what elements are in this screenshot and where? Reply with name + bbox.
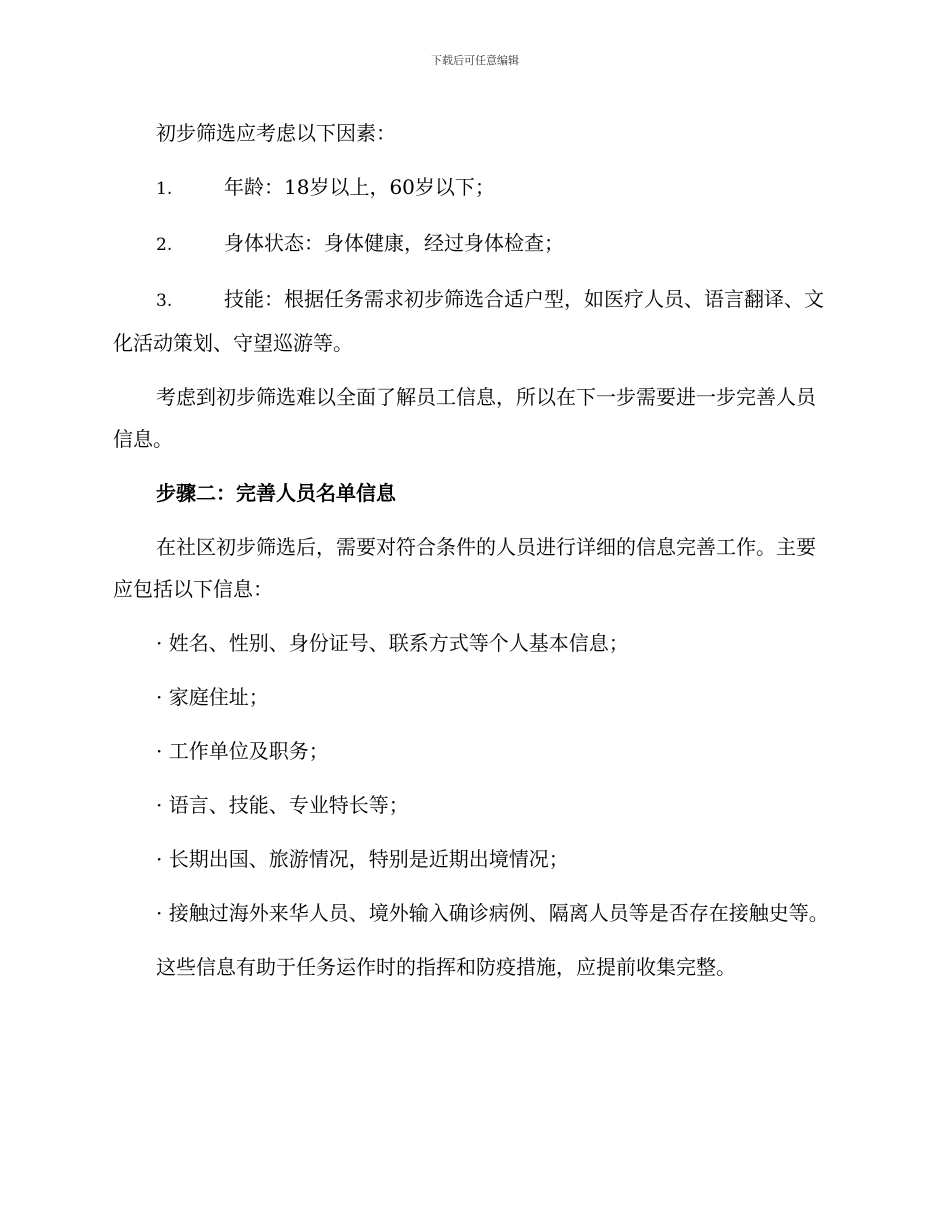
numbered-item-health bbox=[113, 222, 833, 266]
step2-heading: 步骤二：完善人员名单信息 bbox=[156, 481, 396, 505]
item-text: 技能：根据任务需求初步筛选合适户型，如医疗人员、语言翻译、文化活动策划、守望巡游等。 bbox=[113, 287, 824, 355]
numbered-item-age bbox=[113, 166, 833, 210]
intro-paragraph: 初步筛选应考虑以下因素： bbox=[156, 121, 396, 145]
item-number: 3. bbox=[156, 291, 173, 311]
item-number: 1. bbox=[156, 179, 173, 199]
bullet-item: · 姓名、性别、身份证号、联系方式等个人基本信息； bbox=[156, 631, 629, 655]
step2-intro-paragraph: 在社区初步筛选后，需要对符合条件的人员进行详细的信息完善工作。主要应包括以下信息： bbox=[113, 535, 816, 601]
bullet-item: · 语言、技能、专业特长等； bbox=[156, 793, 409, 817]
consider-paragraph: 考虑到初步筛选难以全面了解员工信息，所以在下一步需要进一步完善人员信息。 bbox=[113, 385, 816, 451]
document-body bbox=[113, 112, 833, 1000]
item-number: 2. bbox=[156, 235, 173, 255]
bullet-item: · 接触过海外来华人员、境外输入确诊病例、隔离人员等是否存在接触史等。 bbox=[156, 901, 829, 925]
item-text: 年龄：18岁以上，60岁以下； bbox=[224, 175, 495, 199]
numbered-item-skills bbox=[113, 278, 833, 364]
bullet-item: · 工作单位及职务； bbox=[156, 739, 329, 763]
bullet-item: · 长期出国、旅游情况，特别是近期出境情况； bbox=[156, 847, 569, 871]
bullet-item: · 家庭住址； bbox=[156, 685, 269, 709]
item-text: 身体状态：身体健康，经过身体检查； bbox=[224, 231, 564, 255]
closing-paragraph: 这些信息有助于任务运作时的指挥和防疫措施，应提前收集完整。 bbox=[156, 955, 736, 979]
page-header: 下载后可任意编辑 bbox=[431, 54, 519, 67]
